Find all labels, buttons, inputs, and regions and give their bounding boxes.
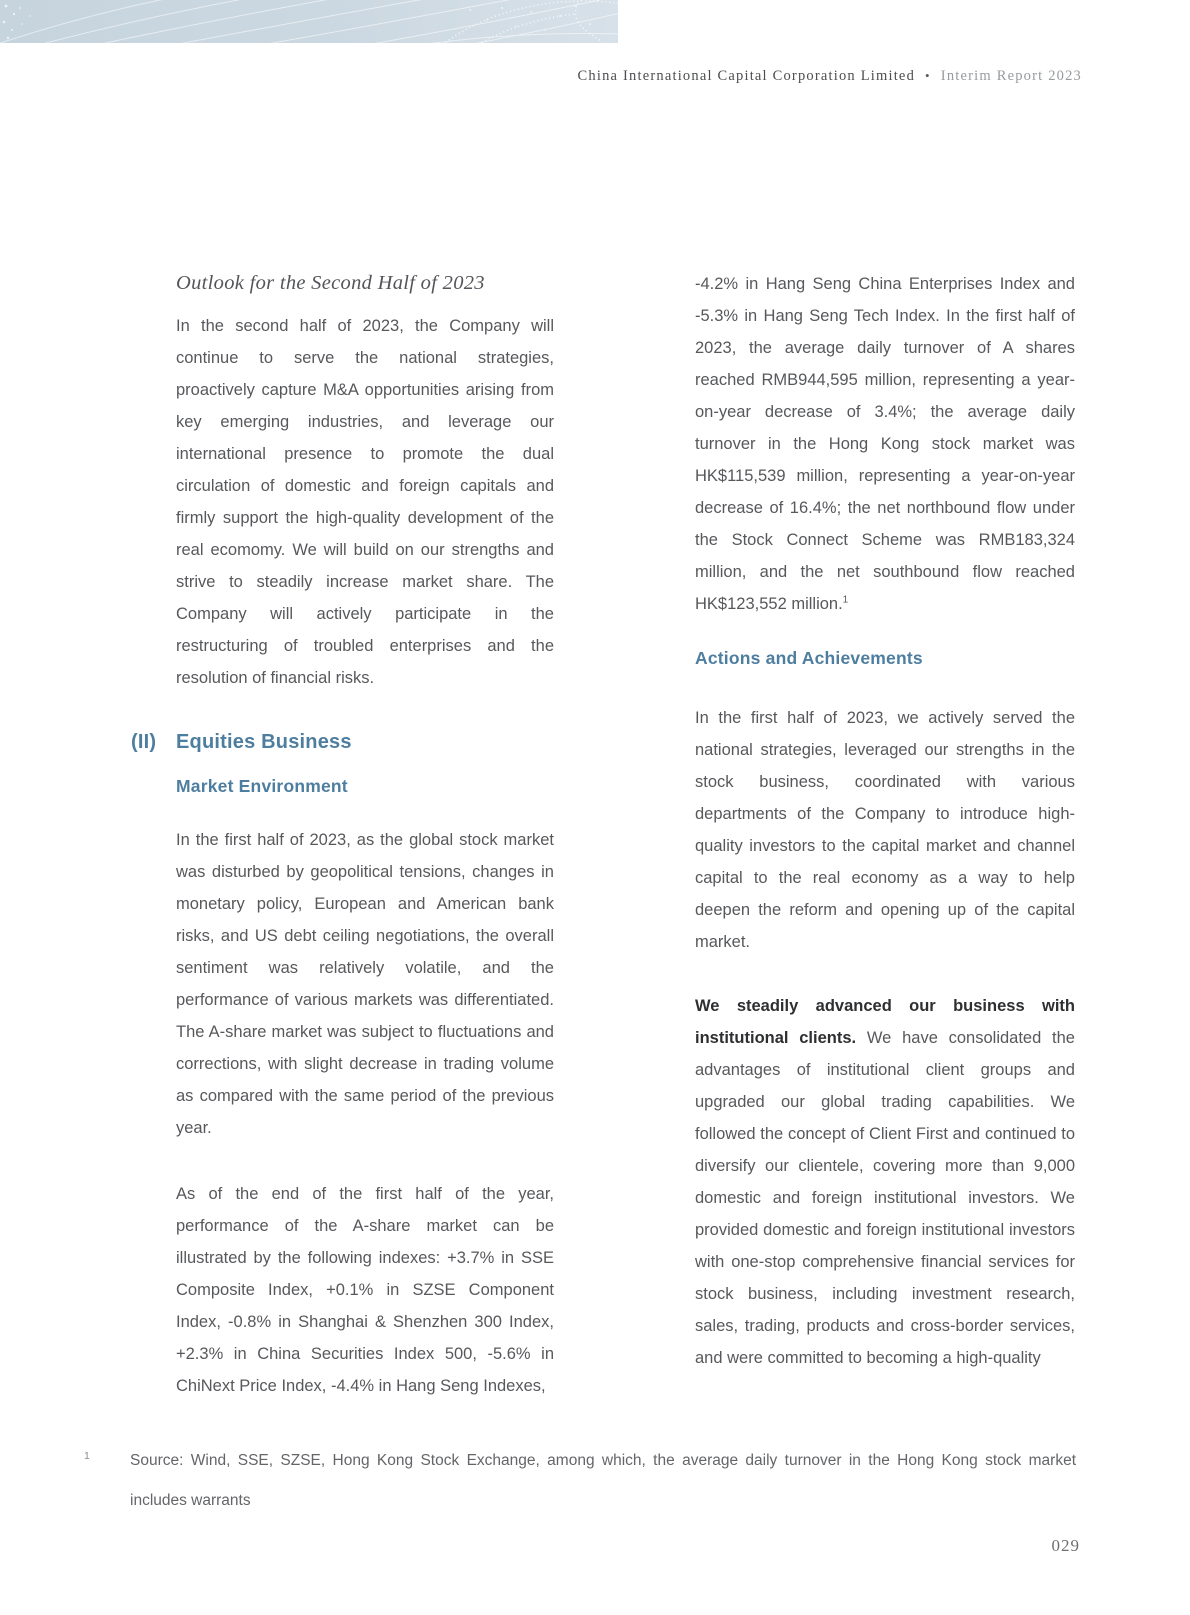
footnote-number: 1 xyxy=(84,1450,90,1462)
section-title: Equities Business xyxy=(176,731,352,753)
page-header xyxy=(578,68,1082,85)
institutional-clients-paragraph xyxy=(695,990,1075,1374)
institutional-clients-lead: We steadily advanced our business with institutional clients. xyxy=(695,997,1075,1047)
institutional-clients-rest: We have consolidated the advantages of institutional client groups and upgraded our global trading capabilities. We followed the concept of Client First and continued to diversify our clientele, covering more than 9,000 domestic and foreign institutional investors. We provided domestic and foreign institutional investors with one-stop comprehensive financial services for stock business, including investment research, sales, trading, products and cross-border services, and were committed to becoming a high-quality xyxy=(695,1029,1075,1367)
footnote-text: Source: Wind, SSE, SZSE, Hong Kong Stock Exchange, among which, the average daily turnover in the Hong Kong stock market includes warrants xyxy=(130,1452,1076,1509)
actions-paragraph: In the first half of 2023, we actively served the national strategies, leveraged our strengths in the stock business, coordinated with various departments of the Company to introduce high-quality investors to the capital market and channel capital to the real economy as a way to help deepen the reform and opening up of the capital market. xyxy=(695,709,1075,951)
outlook-heading: Outlook for the Second Half of 2023 xyxy=(176,272,485,294)
outlook-paragraph: In the second half of 2023, the Company will continue to serve the national strategies, proactively capture M&A opportunities arising from key emerging industries, and leverage our international presence to promote the dual circulation of domestic and foreign capitals and firmly support the high-quality development of the real ecomomy. We will build on our strengths and strive to steadily increase market share. The Company will actively participate in the restructuring of troubled enterprises and the resolution of financial risks. xyxy=(176,317,554,687)
market-paragraph-continued-text: -4.2% in Hang Seng China Enterprises Index and -5.3% in Hang Seng Tech Index. In the first half of 2023, the average daily turnover of A shares reached RMB944,595 million, representing a year-on-year decrease of 3.4%; the average daily turnover in the Hong Kong stock market was HK$115,539 million, representing a year-on-year decrease of 16.4%; the net northbound flow under the Stock Connect Scheme was RMB183,324 million, and the net southbound flow reached HK$123,552 million. xyxy=(695,275,1075,613)
footnote-reference-marker: 1 xyxy=(842,594,849,606)
banner-decoration-image xyxy=(0,0,618,43)
section-number: (II) xyxy=(131,731,157,753)
page-number: 029 xyxy=(1051,1536,1080,1555)
subheading-actions-and-achievements: Actions and Achievements xyxy=(695,648,923,668)
section-heading-equities-business xyxy=(131,731,352,754)
banner-swirl-graphic xyxy=(0,0,618,43)
market-environment-paragraph-continued xyxy=(695,268,1075,620)
subheading-market-environment: Market Environment xyxy=(176,776,348,796)
header-bullet-separator: • xyxy=(925,68,931,83)
market-environment-paragraph-2: As of the end of the first half of the year, performance of the A-share market can be illustrated by the following indexes: +3.7% in SSE Composite Index, +0.1% in SZSE Component Index, -0.8% in Shanghai & Shenzhen 300 Index, +2.3% in China Securities Index 500, -5.6% in ChiNext Price Index, -4.4% in Hang Seng Indexes, xyxy=(176,1185,554,1395)
market-environment-paragraph-1: In the first half of 2023, as the global stock market was disturbed by geopolitical tensions, changes in monetary policy, European and American bank risks, and US debt ceiling negotiations, the overall sentiment was relatively volatile, and the performance of various markets was differentiated. The A-share market was subject to fluctuations and corrections, with slight decrease in trading volume as compared with the same period of the previous year. xyxy=(176,831,554,1137)
header-report-title: Interim Report 2023 xyxy=(940,68,1082,84)
header-company-name: China International Capital Corporation Limited xyxy=(577,68,916,84)
